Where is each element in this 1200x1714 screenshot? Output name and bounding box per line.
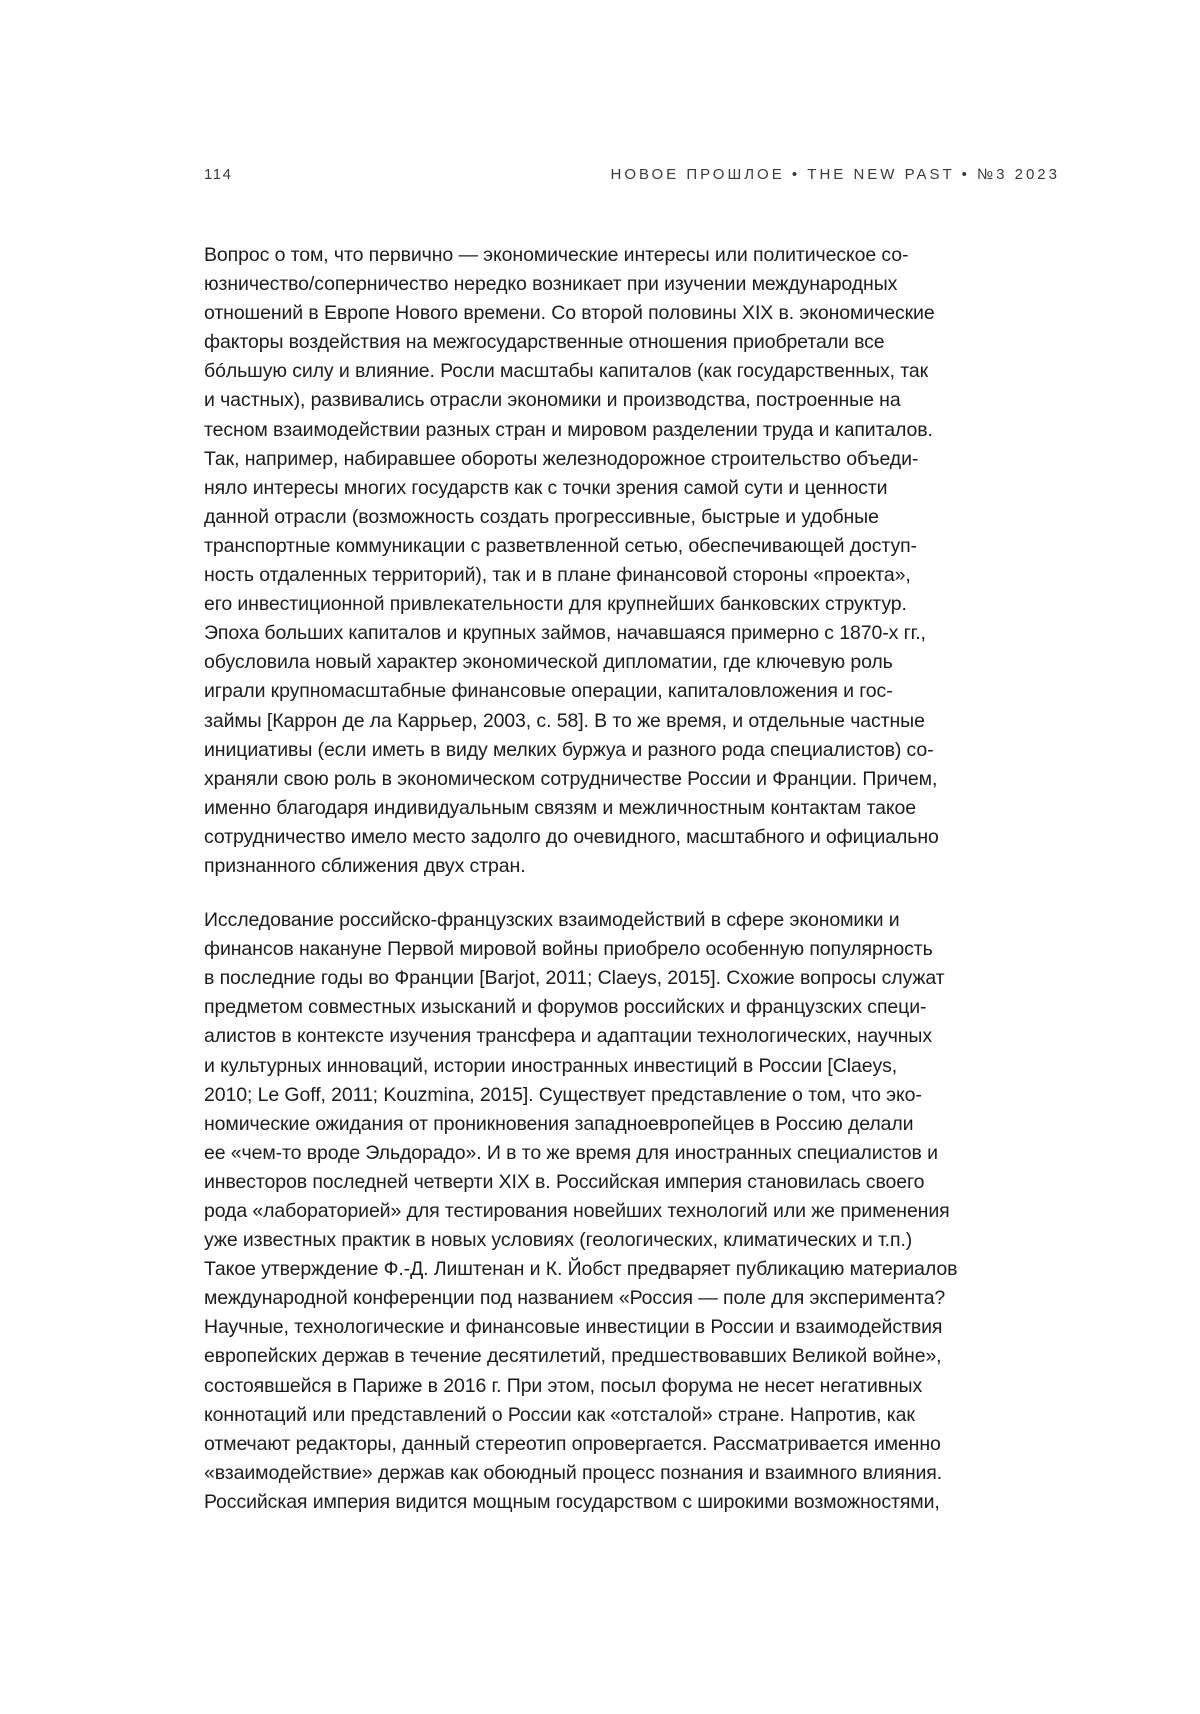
text-line: международной конференции под названием «Россия — поле для эксперимента? (204, 1284, 1076, 1313)
text-line: займы [Каррон де ла Каррьер, 2003, с. 58]. В то же время, и отдельные частные (204, 707, 1076, 736)
text-line: факторы воздействия на межгосударственные отношения приобретали все (204, 328, 1076, 357)
text-line: Исследование российско-французских взаимодействий в сфере экономики и (204, 906, 1076, 935)
text-line: тесном взаимодействии разных стран и мировом разделении труда и капиталов. (204, 416, 1076, 445)
text-line: играли крупномасштабные финансовые операции, капиталовложения и гос- (204, 677, 1076, 706)
paragraph-1 (204, 241, 1076, 881)
text-line: инициативы (если иметь в виду мелких буржуа и разного рода специалистов) со- (204, 736, 1076, 765)
text-line: юзничество/соперничество нередко возникает при изучении международных (204, 270, 1076, 299)
text-line: признанного сближения двух стран. (204, 852, 1076, 881)
text-line: Вопрос о том, что первично — экономические интересы или политическое со- (204, 241, 1076, 270)
text-line: уже известных практик в новых условиях (геологических, климатических и т.п.) (204, 1226, 1076, 1255)
text-line: и частных), развивались отрасли экономики и производства, построенные на (204, 386, 1076, 415)
text-line: номические ожидания от проникновения западноевропейцев в Россию делали (204, 1110, 1076, 1139)
text-line: коннотаций или представлений о России как «отсталой» стране. Напротив, как (204, 1401, 1076, 1430)
text-line: няло интересы многих государств как с точки зрения самой сути и ценности (204, 474, 1076, 503)
text-line: именно благодаря индивидуальным связям и межличностным контактам такое (204, 794, 1076, 823)
page-number: 114 (204, 166, 232, 183)
text-line: предметом совместных изысканий и форумов российских и французских специ- (204, 993, 1076, 1022)
text-line: инвесторов последней четверти XIX в. Российская империя становилась своего (204, 1168, 1076, 1197)
text-line: в последние годы во Франции [Barjot, 2011; Claeys, 2015]. Схожие вопросы служат (204, 964, 1076, 993)
text-line: и культурных инноваций, истории иностранных инвестиций в России [Claeys, (204, 1052, 1076, 1081)
text-line: европейских держав в течение десятилетий, предшествовавших Великой войне», (204, 1342, 1076, 1371)
text-line: ее «чем-то вроде Эльдорадо». И в то же время для иностранных специалистов и (204, 1139, 1076, 1168)
text-line: отношений в Европе Нового времени. Со второй половины XIX в. экономические (204, 299, 1076, 328)
journal-page (0, 0, 1200, 1714)
text-line: сотрудничество имело место задолго до очевидного, масштабного и официально (204, 823, 1076, 852)
article-body (204, 241, 1076, 1517)
text-line: алистов в контексте изучения трансфера и адаптации технологических, научных (204, 1022, 1076, 1051)
text-line: отмечают редакторы, данный стереотип опровергается. Рассматривается именно (204, 1430, 1076, 1459)
text-line: состоявшейся в Париже в 2016 г. При этом, посыл форума не несет негативных (204, 1372, 1076, 1401)
text-line: храняли свою роль в экономическом сотрудничестве России и Франции. Причем, (204, 765, 1076, 794)
text-line: рода «лабораторией» для тестирования новейших технологий или же применения (204, 1197, 1076, 1226)
text-line: финансов накануне Первой мировой войны приобрело особенную популярность (204, 935, 1076, 964)
text-line: данной отрасли (возможность создать прогрессивные, быстрые и удобные (204, 503, 1076, 532)
journal-title: НОВОЕ ПРОШЛОЕ • THE NEW PAST • №3 2023 (610, 166, 1060, 183)
text-line: Эпоха больших капиталов и крупных займов, начавшаяся примерно с 1870-х гг., (204, 619, 1076, 648)
running-header (204, 166, 1060, 190)
text-line: транспортные коммуникации с разветвленной сетью, обеспечивающей доступ- (204, 532, 1076, 561)
text-line: бóльшую силу и влияние. Росли масштабы капиталов (как государственных, так (204, 357, 1076, 386)
text-line: его инвестиционной привлекательности для крупнейших банковских структур. (204, 590, 1076, 619)
text-line: обусловила новый характер экономической дипломатии, где ключевую роль (204, 648, 1076, 677)
paragraph-2 (204, 906, 1076, 1517)
text-line: 2010; Le Goff, 2011; Kouzmina, 2015]. Существует представление о том, что эко- (204, 1081, 1076, 1110)
text-line: Такое утверждение Ф.-Д. Лиштенан и К. Йобст предваряет публикацию материалов (204, 1255, 1076, 1284)
text-line: Российская империя видится мощным государством с широкими возможностями, (204, 1488, 1076, 1517)
text-line: ность отдаленных территорий), так и в плане финансовой стороны «проекта», (204, 561, 1076, 590)
text-line: «взаимодействие» держав как обоюдный процесс познания и взаимного влияния. (204, 1459, 1076, 1488)
text-line: Так, например, набиравшее обороты железнодорожное строительство объеди- (204, 445, 1076, 474)
text-line: Научные, технологические и финансовые инвестиции в России и взаимодействия (204, 1313, 1076, 1342)
